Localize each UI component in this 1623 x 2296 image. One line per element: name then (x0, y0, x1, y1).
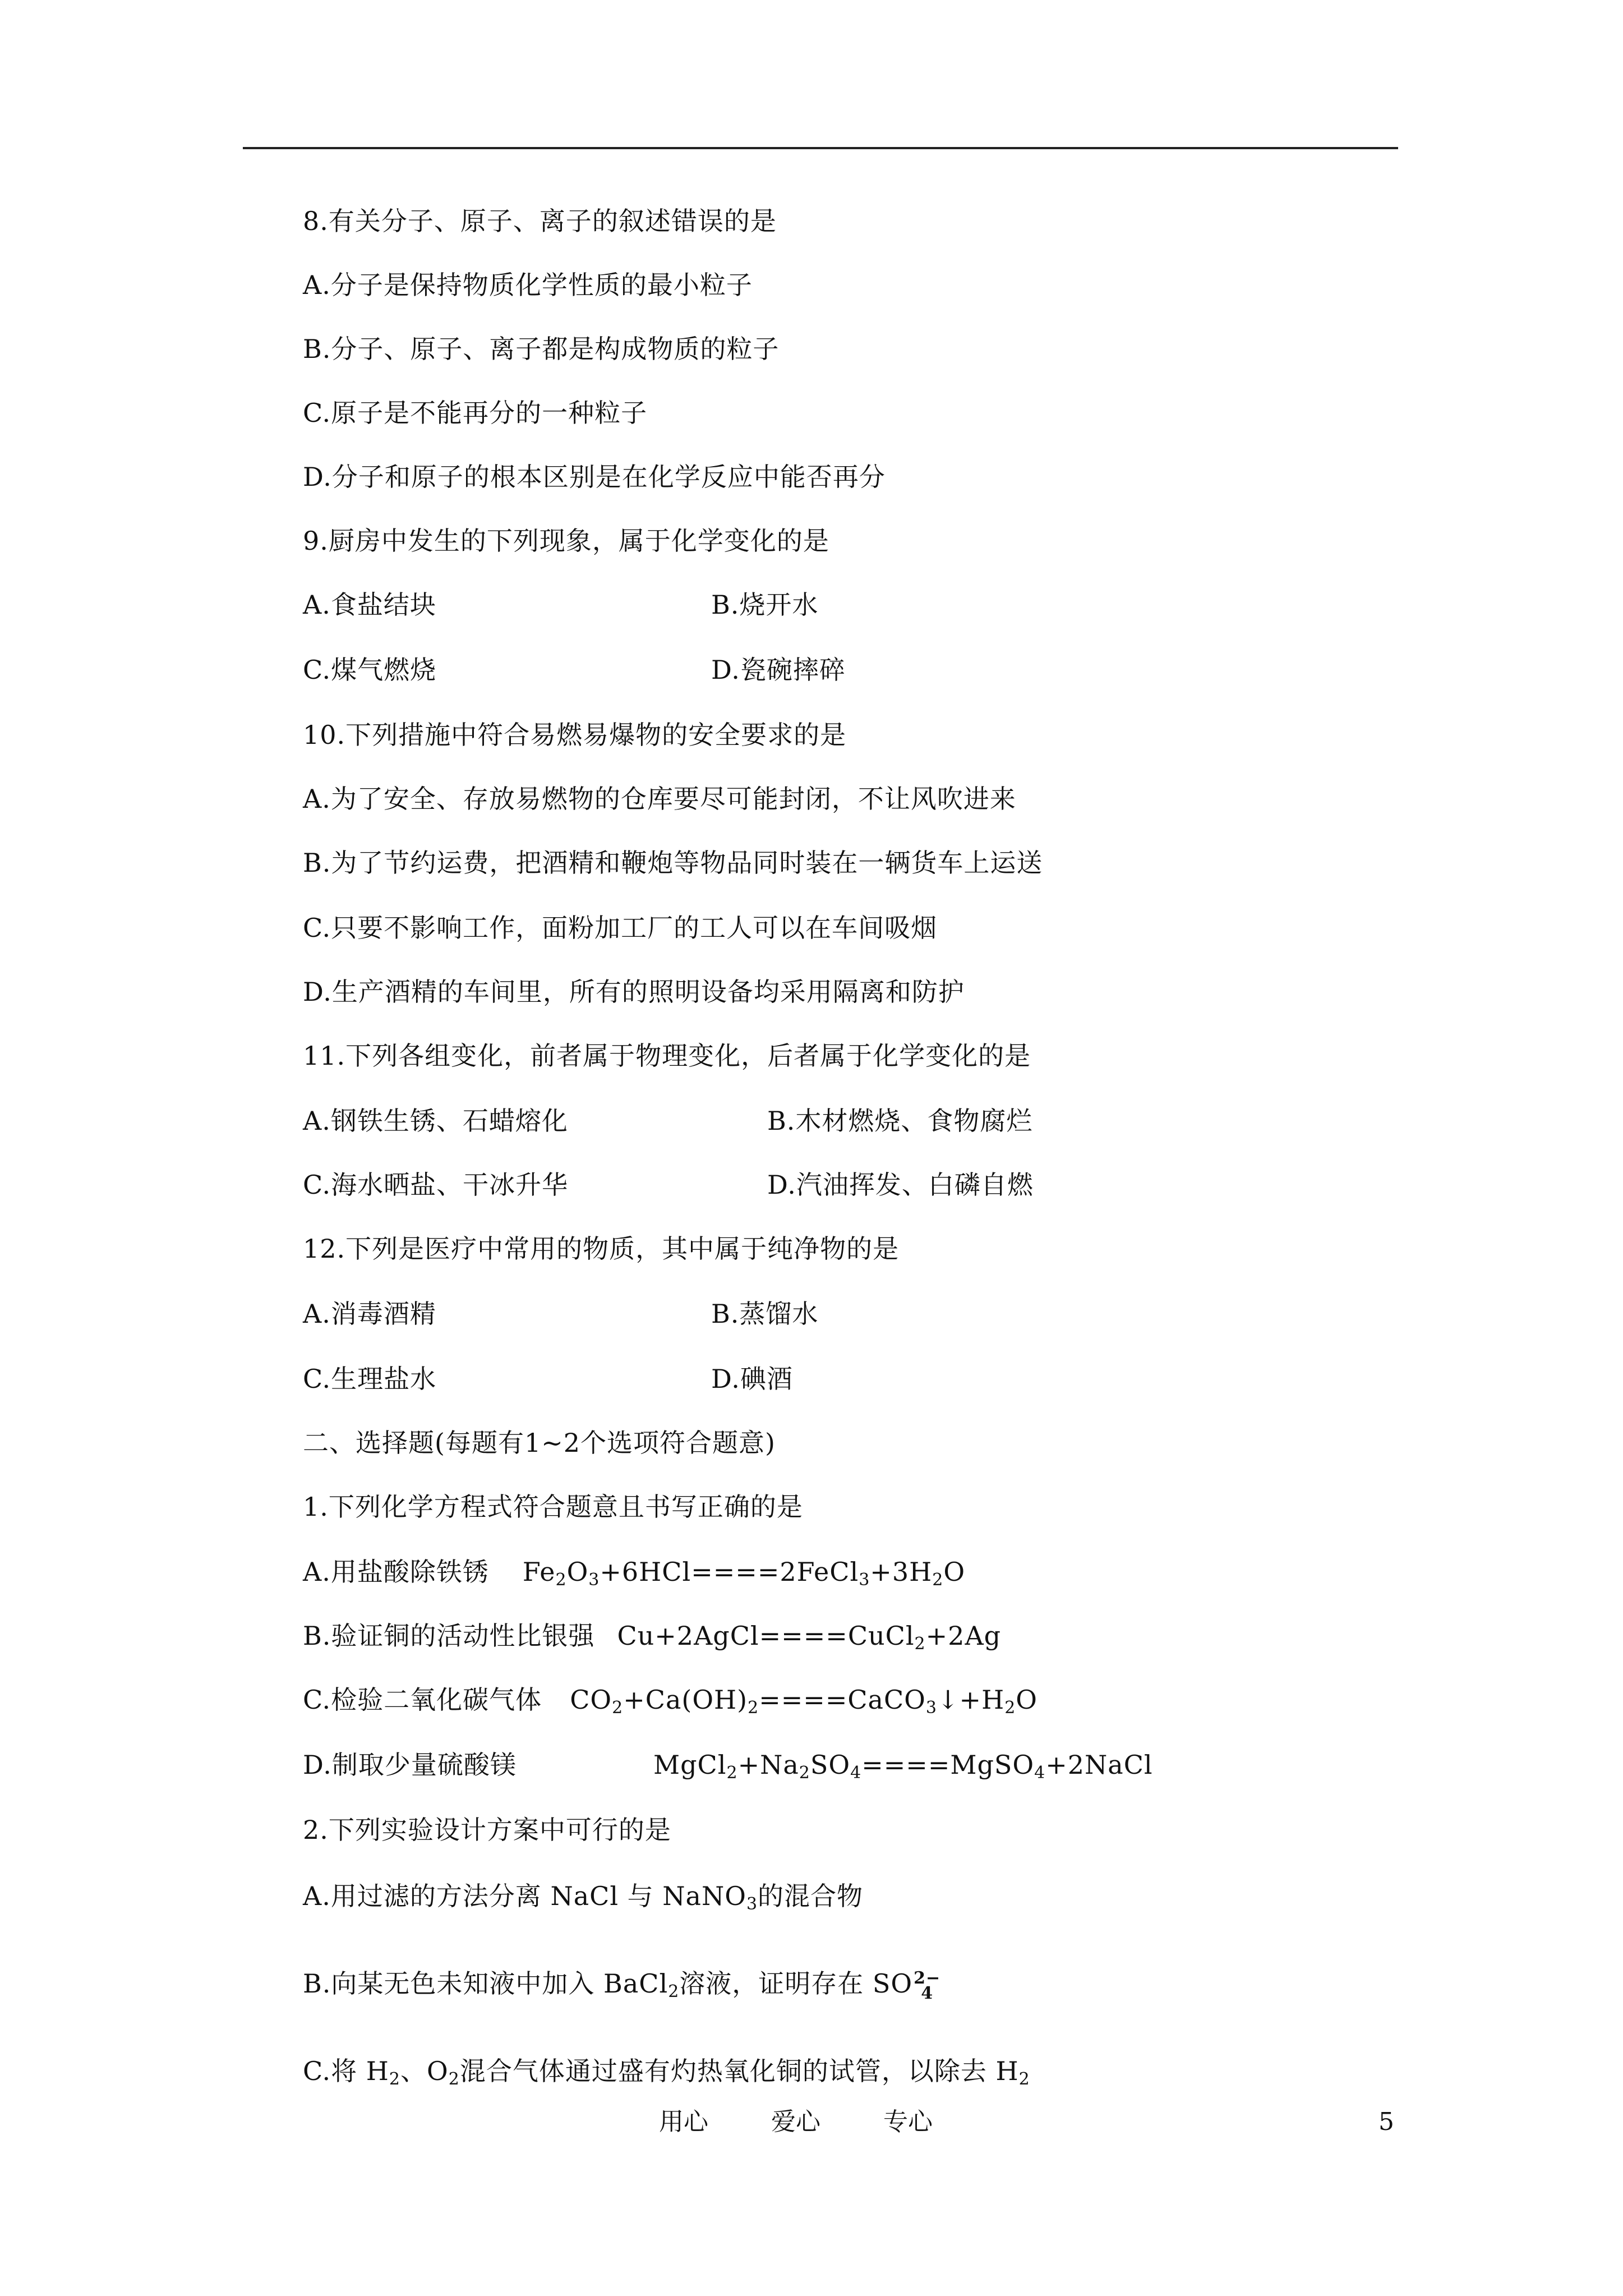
q8-option-b: B.分子、原子、离子都是构成物质的粒子 (303, 334, 780, 364)
subscript: 2 (668, 1982, 680, 2001)
s2q1-option-c-equation: $CO_2+Ca(OH)_2====CaCO_3↓+H_2O$ (570, 1685, 1038, 1718)
q11-stem: 11.下列各组变化，前者属于物理变化，后者属于化学变化的是 (303, 1041, 1031, 1071)
subscript: 4 (921, 1984, 934, 2003)
q9-option-a: A.食盐结块 (303, 590, 436, 620)
s2q1-stem: 1.下列化学方程式符合题意且书写正确的是 (303, 1492, 803, 1522)
q11-option-c: C.海水晒盐、干冰升华 (303, 1170, 569, 1200)
q10-stem: 10.下列措施中符合易燃易爆物的安全要求的是 (303, 720, 847, 750)
s2q1-option-a (303, 1555, 965, 1589)
footer-middle: 爱心 (771, 2108, 820, 2136)
s2q2-option-a (303, 1879, 863, 1913)
q8-option-c: C.原子是不能再分的一种粒子 (303, 398, 648, 428)
s2q1-option-a-text: A.用盐酸除铁锈 (303, 1557, 489, 1587)
subscript: 2 (389, 2069, 401, 2089)
q10-option-d: D.生产酒精的车间里，所有的照明设备均采用隔离和防护 (303, 977, 965, 1007)
s2q1-option-c (303, 1683, 1038, 1717)
footer-left: 用心 (659, 2108, 708, 2136)
superscript: 2− (914, 1968, 941, 1988)
s2q2-option-b-text: B.向某无色未知液中加入 BaCl (303, 1968, 668, 1999)
q10-option-b: B.为了节约运费，把酒精和鞭炮等物品同时装在一辆货车上运送 (303, 848, 1043, 878)
s2q2-option-c-text: C.将 H (303, 2056, 389, 2086)
s2q1-option-b-equation: Cu+2AgCl====CuCl$_2$+2Ag (617, 1621, 1002, 1654)
s2q2-option-c-mid: 、O (400, 2056, 449, 2086)
s2q2-stem: 2.下列实验设计方案中可行的是 (303, 1815, 671, 1845)
s2q2-option-a-tail: 的混合物 (758, 1881, 864, 1911)
q9-option-b: B.烧开水 (711, 590, 819, 620)
q11-option-a: A.钢铁生锈、石蜡熔化 (303, 1106, 568, 1136)
q9-stem: 9.厨房中发生的下列现象，属于化学变化的是 (303, 526, 829, 556)
q12-option-d: D.碘酒 (711, 1364, 793, 1394)
q12-option-c: C.生理盐水 (303, 1364, 437, 1394)
s2q2-option-b (303, 1967, 940, 2001)
header-rule (243, 147, 1398, 149)
s2q2-option-c (303, 2054, 1030, 2088)
sulfate-charge (914, 1968, 941, 2003)
subscript: 3 (746, 1894, 758, 1914)
s2q2-option-b-mid: 溶液，证明存在 SO (679, 1968, 913, 1999)
q11-option-d: D.汽油挥发、白磷自燃 (767, 1170, 1034, 1200)
q11-option-b: B.木材燃烧、食物腐烂 (767, 1106, 1033, 1136)
q9-option-c: C.煤气燃烧 (303, 655, 437, 685)
subscript: 2 (448, 2069, 460, 2089)
s2q1-option-b (303, 1619, 1001, 1653)
q12-option-a: A.消毒酒精 (303, 1299, 436, 1329)
s2q1-option-d-equation: $MgCl_2+Na_2SO_4====MgSO_4+2NaCl$ (653, 1750, 1153, 1783)
section2-title: 二、选择题(每题有1~2个选项符合题意) (303, 1428, 776, 1458)
footer-right: 专心 (883, 2108, 933, 2136)
q12-stem: 12.下列是医疗中常用的物质，其中属于纯净物的是 (303, 1234, 900, 1264)
s2q2-option-a-text: A.用过滤的方法分离 NaCl 与 NaNO (303, 1881, 746, 1911)
q9-option-d: D.瓷碗摔碎 (711, 655, 846, 685)
s2q1-option-c-text: C.检验二氧化碳气体 (303, 1685, 542, 1715)
q8-option-d: D.分子和原子的根本区别是在化学反应中能否再分 (303, 462, 886, 492)
s2q1-option-a-equation: $Fe_2O_3+6HCl====2FeCl_3+3H_2O$ (522, 1557, 966, 1590)
q10-option-a: A.为了安全、存放易燃物的仓库要尽可能封闭，不让风吹进来 (303, 784, 1016, 814)
s2q1-option-d (303, 1748, 517, 1782)
page-number: 5 (1378, 2108, 1394, 2136)
q10-option-c: C.只要不影响工作，面粉加工厂的工人可以在车间吸烟 (303, 913, 938, 943)
s2q1-option-d-text: D.制取少量硫酸镁 (303, 1750, 517, 1780)
q8-option-a: A.分子是保持物质化学性质的最小粒子 (303, 270, 753, 300)
q8-stem: 8.有关分子、原子、离子的叙述错误的是 (303, 206, 777, 236)
s2q1-option-b-text: B.验证铜的活动性比银强 (303, 1621, 595, 1651)
subscript: 2 (1018, 2069, 1030, 2089)
s2q2-option-c-tail: 混合气体通过盛有灼热氧化铜的试管，以除去 H (459, 2056, 1019, 2086)
q12-option-b: B.蒸馏水 (711, 1299, 819, 1329)
